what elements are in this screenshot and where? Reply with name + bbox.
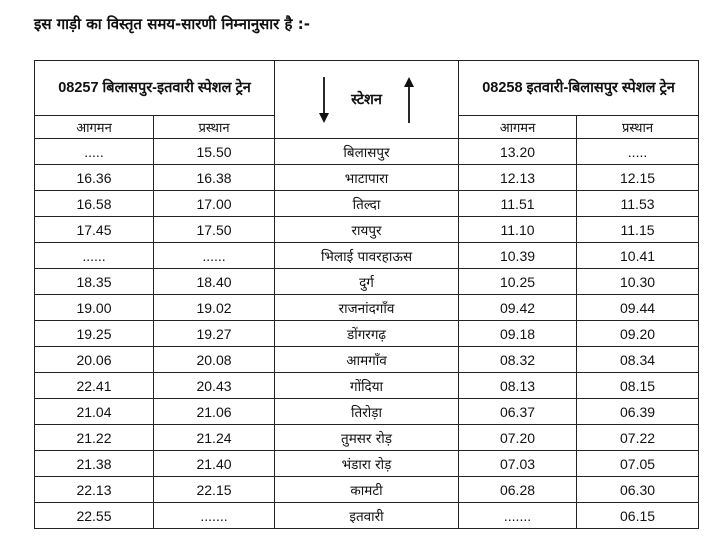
station-cell: तुमसर रोड़ xyxy=(275,425,459,451)
down-arrival-cell: 16.58 xyxy=(35,191,154,217)
station-cell: बिलासपुर xyxy=(275,139,459,165)
station-cell: राजनांदगाँव xyxy=(275,295,459,321)
station-cell: भिलाई पावरहाऊस xyxy=(275,243,459,269)
up-arrival-cell: 12.13 xyxy=(459,165,577,191)
up-arrival-cell: 07.20 xyxy=(459,425,577,451)
arrow-up-icon xyxy=(402,75,416,125)
down-departure-cell: 19.02 xyxy=(154,295,275,321)
down-departure-cell: 21.40 xyxy=(154,451,275,477)
down-arrival-cell: 21.04 xyxy=(35,399,154,425)
down-arrival-cell: ...... xyxy=(35,243,154,269)
station-cell: आमगाँव xyxy=(275,347,459,373)
table-row xyxy=(35,243,699,269)
station-cell: तिल्दा xyxy=(275,191,459,217)
up-arrival-cell: 11.51 xyxy=(459,191,577,217)
up-arrival-header: आगमन xyxy=(459,116,577,139)
down-departure-cell: 22.15 xyxy=(154,477,275,503)
station-cell: भंडारा रोड़ xyxy=(275,451,459,477)
down-arrival-cell: ..... xyxy=(35,139,154,165)
station-cell: भाटापारा xyxy=(275,165,459,191)
up-departure-cell: 09.20 xyxy=(577,321,699,347)
train-down-title: 08257 बिलासपुर-इतवारी स्पेशल ट्रेन xyxy=(35,61,275,116)
table-row xyxy=(35,269,699,295)
station-cell: डोंगरगढ़ xyxy=(275,321,459,347)
down-departure-cell: 21.06 xyxy=(154,399,275,425)
table-row xyxy=(35,165,699,191)
up-arrival-cell: 10.25 xyxy=(459,269,577,295)
down-departure-cell: 21.24 xyxy=(154,425,275,451)
up-departure-cell: 06.15 xyxy=(577,503,699,529)
intro-text: इस गाड़ी का विस्तृत समय-सारणी निम्नानुसार है :- xyxy=(34,15,310,33)
up-arrival-cell: 10.39 xyxy=(459,243,577,269)
station-cell: इतवारी xyxy=(275,503,459,529)
down-arrival-cell: 19.25 xyxy=(35,321,154,347)
down-departure-cell: ....... xyxy=(154,503,275,529)
table-row xyxy=(35,191,699,217)
station-cell: गोंदिया xyxy=(275,373,459,399)
up-departure-cell: 10.41 xyxy=(577,243,699,269)
up-departure-cell: 07.05 xyxy=(577,451,699,477)
up-arrival-cell: 08.32 xyxy=(459,347,577,373)
up-departure-cell: 06.30 xyxy=(577,477,699,503)
table-row xyxy=(35,477,699,503)
down-departure-cell: 20.08 xyxy=(154,347,275,373)
table-row xyxy=(35,399,699,425)
down-departure-header: प्रस्थान xyxy=(154,116,275,139)
down-departure-cell: 18.40 xyxy=(154,269,275,295)
table-row xyxy=(35,451,699,477)
down-arrival-cell: 19.00 xyxy=(35,295,154,321)
down-arrival-cell: 22.13 xyxy=(35,477,154,503)
table-row xyxy=(35,295,699,321)
up-arrival-cell: ....... xyxy=(459,503,577,529)
down-arrival-header: आगमन xyxy=(35,116,154,139)
down-arrival-cell: 20.06 xyxy=(35,347,154,373)
down-departure-cell: 16.38 xyxy=(154,165,275,191)
up-departure-cell: 08.15 xyxy=(577,373,699,399)
table-row xyxy=(35,425,699,451)
up-arrival-cell: 09.42 xyxy=(459,295,577,321)
up-arrival-cell: 08.13 xyxy=(459,373,577,399)
down-departure-cell: 17.50 xyxy=(154,217,275,243)
station-cell: रायपुर xyxy=(275,217,459,243)
up-departure-cell: 09.44 xyxy=(577,295,699,321)
up-arrival-cell: 06.28 xyxy=(459,477,577,503)
table-row xyxy=(35,139,699,165)
down-arrival-cell: 22.55 xyxy=(35,503,154,529)
down-arrival-cell: 16.36 xyxy=(35,165,154,191)
up-departure-cell: 12.15 xyxy=(577,165,699,191)
up-departure-header: प्रस्थान xyxy=(577,116,699,139)
timetable xyxy=(34,60,699,529)
table-row xyxy=(35,503,699,529)
table-row xyxy=(35,347,699,373)
up-arrival-cell: 06.37 xyxy=(459,399,577,425)
up-arrival-cell: 13.20 xyxy=(459,139,577,165)
down-departure-cell: 19.27 xyxy=(154,321,275,347)
down-arrival-cell: 18.35 xyxy=(35,269,154,295)
train-up-title: 08258 इतवारी-बिलासपुर स्पेशल ट्रेन xyxy=(459,61,699,116)
arrow-down-icon xyxy=(317,75,331,125)
up-departure-cell: 11.53 xyxy=(577,191,699,217)
down-departure-cell: ...... xyxy=(154,243,275,269)
up-arrival-cell: 09.18 xyxy=(459,321,577,347)
up-departure-cell: 07.22 xyxy=(577,425,699,451)
up-departure-cell: 08.34 xyxy=(577,347,699,373)
up-departure-cell: 11.15 xyxy=(577,217,699,243)
table-row xyxy=(35,373,699,399)
up-arrival-cell: 07.03 xyxy=(459,451,577,477)
down-departure-cell: 15.50 xyxy=(154,139,275,165)
table-row xyxy=(35,217,699,243)
down-arrival-cell: 22.41 xyxy=(35,373,154,399)
down-arrival-cell: 21.38 xyxy=(35,451,154,477)
down-departure-cell: 17.00 xyxy=(154,191,275,217)
up-departure-cell: 06.39 xyxy=(577,399,699,425)
station-cell: कामटी xyxy=(275,477,459,503)
down-arrival-cell: 21.22 xyxy=(35,425,154,451)
station-cell: दुर्ग xyxy=(275,269,459,295)
station-header: स्टेशन xyxy=(351,91,382,108)
table-row xyxy=(35,321,699,347)
down-arrival-cell: 17.45 xyxy=(35,217,154,243)
station-cell: तिरोड़ा xyxy=(275,399,459,425)
up-arrival-cell: 11.10 xyxy=(459,217,577,243)
header-row xyxy=(35,61,699,116)
up-departure-cell: 10.30 xyxy=(577,269,699,295)
station-header-cell xyxy=(275,61,459,139)
up-departure-cell: ..... xyxy=(577,139,699,165)
down-departure-cell: 20.43 xyxy=(154,373,275,399)
